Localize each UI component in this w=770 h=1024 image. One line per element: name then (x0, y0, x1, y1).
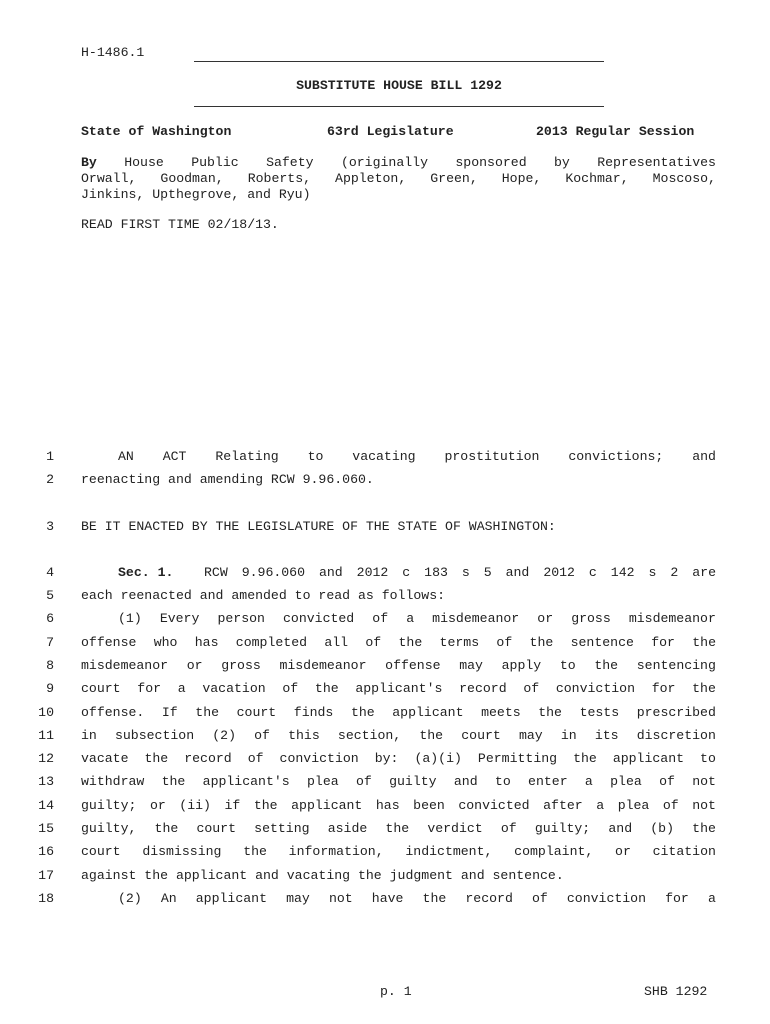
body-word: are (692, 565, 716, 580)
sponsor-word: Hope, (501, 171, 542, 186)
body-word: the (314, 681, 339, 696)
sponsor-word: Moscoso, (652, 171, 716, 186)
bill-title: SUBSTITUTE HOUSE BILL 1292 (296, 78, 502, 93)
body-word: who (153, 635, 178, 650)
body-word: guilty (389, 774, 437, 789)
body-line (81, 728, 716, 743)
body-word: s (461, 565, 470, 580)
body-word: the (253, 798, 278, 813)
section-label: Sec. 1. (118, 565, 174, 580)
body-word: 2 (670, 565, 679, 580)
sponsor-word: Roberts, (247, 171, 312, 186)
body-word: to (700, 751, 716, 766)
body-word: RCW (204, 565, 228, 580)
sponsor-word: sponsored (455, 155, 527, 170)
body-word: court (461, 728, 501, 743)
body-word: and (318, 565, 343, 580)
body-word: 9.96.060 (241, 565, 306, 580)
body-word: of (523, 681, 540, 696)
body-word: been (413, 798, 445, 813)
body-word: not (692, 798, 716, 813)
body-word: a (177, 681, 186, 696)
body-word: not (328, 891, 353, 906)
line-number: 6 (46, 611, 54, 626)
sponsor-word: Goodman, (160, 171, 224, 186)
body-word: not (692, 774, 716, 789)
body-word: information, (288, 844, 384, 859)
body-line (118, 449, 716, 464)
legislature-label: 63rd Legislature (327, 124, 454, 139)
body-word: prescribed (636, 705, 716, 720)
session-label: 2013 Regular Session (536, 124, 695, 139)
body-word: record (184, 751, 232, 766)
body-word: the (350, 705, 375, 720)
body-word: Every (159, 611, 200, 626)
body-word: in (81, 728, 97, 743)
body-word: applicant (195, 891, 267, 906)
body-word: aside (327, 821, 368, 836)
body-word: of (659, 774, 675, 789)
body-word: the (692, 681, 716, 696)
header-rule-bottom (194, 106, 604, 107)
body-word: or (186, 658, 203, 673)
body-word: to (307, 449, 324, 464)
body-word: (1) (118, 611, 142, 626)
body-word: ACT (162, 449, 187, 464)
body-word: guilty, (81, 821, 137, 836)
body-word: conviction (279, 751, 359, 766)
body-word: and (608, 821, 633, 836)
body-word: withdraw (81, 774, 145, 789)
body-word: Permitting (477, 751, 558, 766)
body-word: c (402, 565, 411, 580)
body-word: or (537, 611, 554, 626)
line-number: 13 (38, 774, 54, 789)
body-word: c (588, 565, 597, 580)
body-word: applicant (392, 705, 464, 720)
body-word: conviction (566, 891, 647, 906)
body-word: the (144, 751, 169, 766)
enacting-clause: BE IT ENACTED BY THE LEGISLATURE OF THE STATE OF WASHINGTON: (81, 519, 556, 534)
line-number: 5 (46, 588, 54, 603)
body-word: if (224, 798, 241, 813)
body-word: court (81, 681, 121, 696)
body-word: of (355, 774, 372, 789)
body-word: of (496, 635, 513, 650)
body-word: citation (652, 844, 716, 859)
body-word: verdict (427, 821, 483, 836)
body-word: of (531, 891, 548, 906)
body-word: (2) (212, 728, 236, 743)
body-word: court (196, 821, 237, 836)
sponsor-word: Safety (266, 155, 314, 170)
read-first-time: READ FIRST TIME 02/18/13. (81, 217, 279, 232)
body-word: convictions; (568, 449, 664, 464)
body-word: person (217, 611, 265, 626)
body-word: the (398, 635, 423, 650)
header-rule-top (194, 61, 604, 62)
body-word: guilty; (81, 798, 137, 813)
body-line (81, 681, 716, 696)
line-number: 10 (38, 705, 54, 720)
sponsor-word: Kochmar, (565, 171, 629, 186)
sponsor-line-1 (81, 155, 716, 170)
body-word: offense. (81, 705, 145, 720)
body-word: the (419, 728, 444, 743)
body-line (81, 751, 716, 766)
body-word: after (543, 798, 583, 813)
line-number: 11 (38, 728, 54, 743)
body-line (204, 565, 716, 580)
body-word: may (286, 891, 310, 906)
body-word: conviction (555, 681, 635, 696)
document-id: H-1486.1 (81, 45, 145, 60)
body-word: and (453, 774, 478, 789)
body-word: record (465, 891, 513, 906)
body-word: all (324, 635, 349, 650)
body-word: gross (221, 658, 261, 673)
body-word: the (573, 751, 597, 766)
body-word: If (161, 705, 178, 720)
line-number: 18 (38, 891, 54, 906)
body-word: and (505, 565, 530, 580)
body-word: misdemeanor (279, 658, 367, 673)
body-word: court (236, 705, 277, 720)
body-word: 2012 (543, 565, 575, 580)
footer-bill-id: SHB 1292 (644, 984, 708, 999)
line-number: 17 (38, 868, 54, 883)
body-word: the (385, 821, 410, 836)
body-word: applicant (612, 751, 685, 766)
sponsor-word: Public (191, 155, 239, 170)
body-word: and (692, 449, 716, 464)
body-word: or (149, 798, 166, 813)
line-number: 4 (46, 565, 54, 580)
body-word: vacation (202, 681, 266, 696)
body-word: its (594, 728, 619, 743)
body-word: Relating (215, 449, 279, 464)
body-word: the (538, 705, 562, 720)
line-number: 1 (46, 449, 54, 464)
body-word: apply (501, 658, 542, 673)
body-word: the (195, 705, 220, 720)
body-word: a (406, 611, 415, 626)
by-label: By (81, 155, 97, 170)
body-word: discretion (636, 728, 716, 743)
body-word: convicted (458, 798, 530, 813)
body-line (81, 658, 716, 673)
body-word: record (459, 681, 507, 696)
body-word: s (648, 565, 657, 580)
body-word: for (665, 891, 689, 906)
body-word: 5 (483, 565, 492, 580)
body-word: plea (617, 798, 650, 813)
body-line: against the applicant and vacating the judgment and sentence. (81, 868, 564, 883)
line-number: 7 (46, 635, 54, 650)
line-number: 14 (38, 798, 54, 813)
body-word: 2012 (356, 565, 389, 580)
body-word: to (559, 658, 576, 673)
body-word: vacating (352, 449, 416, 464)
body-word: (2) (118, 891, 142, 906)
body-word: misdemeanor (432, 611, 520, 626)
sponsor-word: House (124, 155, 164, 170)
body-word: of (365, 635, 382, 650)
body-word: may (459, 658, 483, 673)
body-word: a (584, 774, 593, 789)
body-word: subsection (114, 728, 195, 743)
body-line: each reenacted and amended to read as follows: (81, 588, 446, 603)
body-word: the (422, 891, 447, 906)
body-word: a (707, 891, 716, 906)
body-word: 183 (424, 565, 448, 580)
body-word: applicant (291, 798, 363, 813)
body-line (81, 705, 716, 720)
sponsor-word: by (554, 155, 570, 170)
body-word: setting (254, 821, 310, 836)
body-word: for (651, 681, 676, 696)
body-word: plea (307, 774, 339, 789)
sponsor-word: Orwall, (81, 171, 137, 186)
body-word: for (651, 635, 675, 650)
body-line (81, 635, 716, 650)
body-word: misdemeanor (628, 611, 716, 626)
body-word: sentencing (636, 658, 716, 673)
line-number: 12 (38, 751, 54, 766)
body-word: of (254, 728, 270, 743)
body-line (81, 821, 716, 836)
body-word: meets (481, 705, 521, 720)
body-word: (b) (650, 821, 675, 836)
body-word: the (692, 635, 716, 650)
body-word: the (243, 844, 267, 859)
line-number: 2 (46, 472, 54, 487)
state-label: State of Washington (81, 124, 232, 139)
body-word: may (518, 728, 543, 743)
body-word: to (494, 774, 511, 789)
body-word: the (154, 821, 179, 836)
page-number: p. 1 (380, 984, 412, 999)
body-word: complaint, (514, 844, 594, 859)
body-word: court (81, 844, 121, 859)
body-line: reenacting and amending RCW 9.96.060. (81, 472, 374, 487)
body-line (118, 891, 716, 906)
body-word: offense (385, 658, 441, 673)
body-word: in (560, 728, 577, 743)
body-word: guilty; (534, 821, 591, 836)
line-number: 8 (46, 658, 54, 673)
body-word: the (594, 658, 619, 673)
body-line (81, 798, 716, 813)
sponsor-line-2 (81, 171, 716, 186)
body-word: terms (439, 635, 480, 650)
body-word: of (500, 821, 517, 836)
body-word: this (288, 728, 320, 743)
body-word: misdemeanor (81, 658, 169, 673)
body-word: for (137, 681, 162, 696)
body-word: by: (374, 751, 399, 766)
body-word: completed (235, 635, 308, 650)
body-word: dismissing (142, 844, 222, 859)
line-number: 16 (38, 844, 54, 859)
line-number: 9 (46, 681, 54, 696)
sponsor-word: Representatives (597, 155, 716, 170)
line-number: 15 (38, 821, 54, 836)
body-word: prostitution (444, 449, 540, 464)
body-word: enter (528, 774, 568, 789)
body-word: finds (293, 705, 334, 720)
body-word: of (662, 798, 679, 813)
body-word: tests (579, 705, 620, 720)
body-word: AN (118, 449, 134, 464)
body-line (81, 774, 716, 789)
body-word: convicted (283, 611, 355, 626)
body-word: of (282, 681, 299, 696)
body-word: offense (81, 635, 137, 650)
body-word: the (161, 774, 186, 789)
body-word: or (615, 844, 631, 859)
body-word: the (529, 635, 554, 650)
body-line (81, 844, 716, 859)
body-word: have (371, 891, 404, 906)
body-word: section, (337, 728, 402, 743)
sponsor-word: Appleton, (335, 171, 407, 186)
body-word: plea (610, 774, 642, 789)
body-word: indictment, (405, 844, 493, 859)
line-number: 3 (46, 519, 54, 534)
body-word: a (596, 798, 605, 813)
body-word: (ii) (179, 798, 211, 813)
body-word: 142 (610, 565, 635, 580)
sponsor-word: Green, (430, 171, 478, 186)
body-word: (a)(i) (414, 751, 462, 766)
body-word: applicant's (202, 774, 290, 789)
body-word: sentence (570, 635, 634, 650)
sponsor-word: (originally (340, 155, 428, 170)
body-word: vacate (81, 751, 129, 766)
body-word: An (160, 891, 177, 906)
sponsor-line-3: Jinkins, Upthegrove, and Ryu) (81, 187, 311, 202)
body-word: has (375, 798, 400, 813)
body-word: the (692, 821, 716, 836)
body-word: has (194, 635, 219, 650)
body-line (118, 611, 716, 626)
body-word: gross (571, 611, 611, 626)
body-word: of (247, 751, 264, 766)
body-word: of (372, 611, 389, 626)
body-word: applicant's (355, 681, 443, 696)
